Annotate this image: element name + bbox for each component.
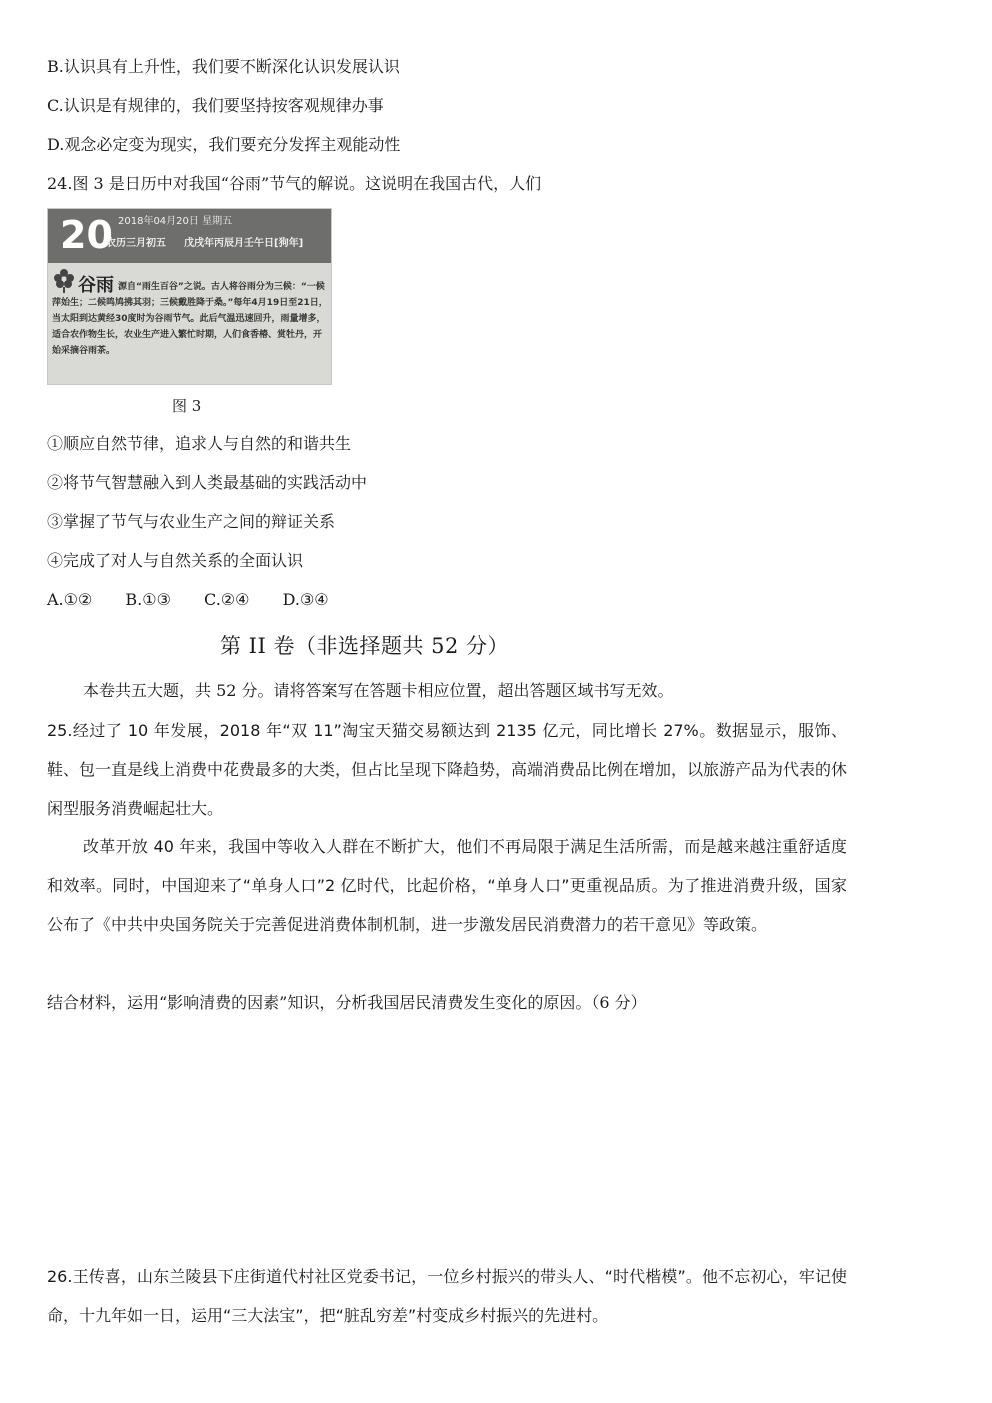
q25-question: 结合材料，运用“影响清费的因素”知识，分析我国居民清费发生变化的原因。（6 分）	[47, 993, 647, 1012]
q24-options	[47, 590, 357, 610]
section-title: 第 II 卷（非选择题共 52 分）	[220, 634, 510, 658]
calendar-lunar-date: 农历三月初五	[106, 238, 166, 249]
solar-term-name: 谷雨	[78, 275, 114, 296]
section-instruction: 本卷共五大题，共 52 分。请将答案写在答题卡相应位置，超出答题区域书写无效。	[83, 681, 674, 700]
q24-statement-1: ①顺应自然节律，追求人与自然的和谐共生	[47, 434, 352, 453]
q25-paragraph-1: 25.经过了 10 年发展，2018 年“双 11”淘宝天猫交易额达到 2135 亿元，同比增长 27%。数据显示，服饰、鞋、包一直是线上消费中花费最多的大类，但占比呈现下降趋势，高端消费品比例在增加，以旅游产品为代表的休闲型服务消费崛起壮大。	[47, 721, 848, 818]
q24-stem: 24.图 3 是日历中对我国“谷雨”节气的解说。这说明在我国古代，人们	[47, 174, 542, 193]
q25-paragraph-2: 改革开放 40 年来，我国中等收入人群在不断扩大，他们不再局限于满足生活所需，而是越来越注重舒适度和效率。同时，中国迎来了“单身人口”2 亿时代，比起价格，“单身人口”更重视品质。为了推进消费升级，国家公布了《中共中央国务院关于完善促进消费体制机制，进一步激发居民消费潜力的若干意见》等政策。	[47, 837, 847, 934]
calendar-figure	[47, 208, 332, 385]
q24-option-c: C.②④	[204, 590, 250, 609]
figure-caption: 图 3	[172, 397, 202, 415]
q23-option-c: C.认识是有规律的，我们要坚持按客观规律办事	[47, 96, 384, 115]
calendar-header	[48, 209, 331, 263]
calendar-date: 2018年04月20日 星期五	[118, 216, 233, 227]
q24-statement-4: ④完成了对人与自然关系的全面认识	[47, 551, 304, 570]
q24-statement-3: ③掌握了节气与农业生产之间的辩证关系	[47, 512, 336, 531]
q24-statement-2: ②将节气智慧融入到人类最基础的实践活动中	[47, 473, 368, 492]
q24-option-d: D.③④	[282, 590, 329, 609]
q23-option-d: D.观念必定变为现实，我们要充分发挥主观能动性	[47, 135, 401, 154]
q24-option-a: A.①②	[47, 590, 93, 609]
q26-paragraph-1: 26.王传喜，山东兰陵县下庄街道代村社区党委书记，一位乡村振兴的带头人、“时代楷模”。他不忘初心，牢记使命，十九年如一日，运用“三大法宝”，把“脏乱穷差”村变成乡村振兴的先进村。	[47, 1267, 847, 1325]
q23-option-b: B.认识具有上升性，我们要不断深化认识发展认识	[47, 57, 400, 76]
solar-term-description: 源自“雨生百谷”之说。古人将谷雨分为三候：“一候萍始生；二候鸣鸠拂其羽；三候戴胜降于桑。”每年4月19日至21日，当太阳到达黄经30度时为谷雨节气。此后气温迅速回升，雨量增多，适合农作物生长，农业生产进入繁忙时期，人们食香椿、赏牡丹，开始采摘谷雨茶。	[52, 282, 328, 356]
q24-option-b: B.①③	[125, 590, 171, 609]
calendar-day: 20	[60, 213, 113, 257]
calendar-ganzhi: 戊戌年丙辰月壬午日[狗年]	[184, 238, 304, 249]
